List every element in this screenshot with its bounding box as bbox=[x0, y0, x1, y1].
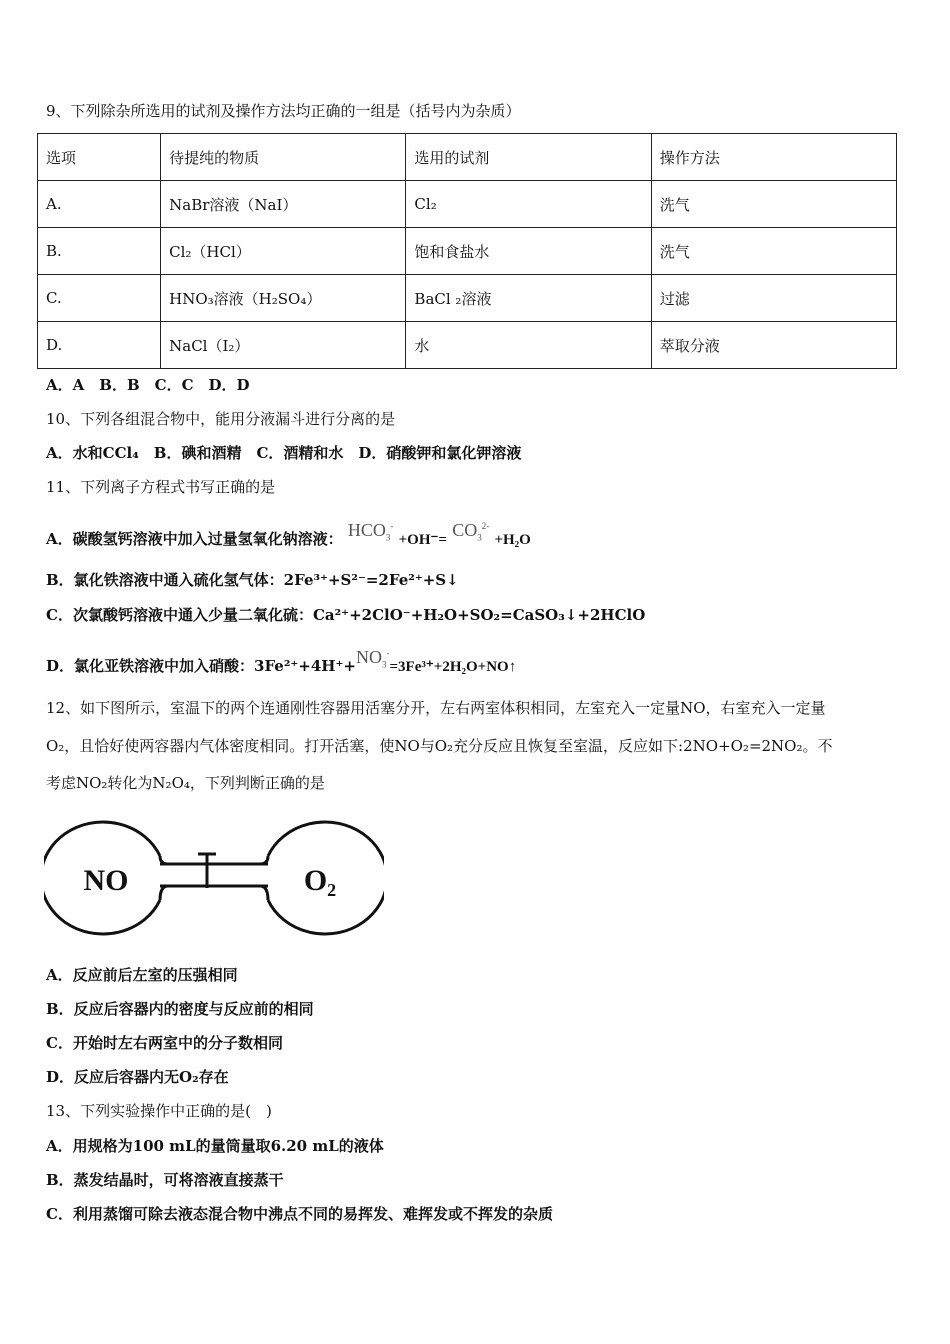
left-neck-top bbox=[160, 856, 168, 864]
table-header: 待提纯的物质 bbox=[161, 134, 406, 181]
table-cell: D. bbox=[38, 322, 161, 369]
q12-option-d: D．反应后容器内无O₂存在 bbox=[46, 1068, 229, 1086]
table-cell: B. bbox=[38, 228, 161, 275]
connected-vessels-diagram bbox=[44, 818, 384, 938]
table-header-row bbox=[38, 134, 897, 181]
ion-formula: HCO bbox=[347, 520, 386, 540]
ion-formula: CO bbox=[452, 520, 478, 540]
table-row bbox=[38, 275, 897, 322]
nitrate-ion: $NO_3^-$ bbox=[355, 647, 390, 670]
table-cell: Cl₂（HCl） bbox=[161, 228, 406, 275]
table-cell: 洗气 bbox=[651, 228, 896, 275]
table-header: 选用的试剂 bbox=[406, 134, 651, 181]
table-row bbox=[38, 322, 897, 369]
table-cell: 洗气 bbox=[651, 181, 896, 228]
q11-option-b: B．氯化铁溶液中通入硫化氢气体：2Fe³⁺+S²⁻=2Fe²⁺+S↓ bbox=[46, 571, 459, 589]
q12-option-c: C．开始时左右两室中的分子数相同 bbox=[46, 1034, 283, 1052]
table-row bbox=[38, 228, 897, 275]
q12-stem-line-2: O₂，且恰好使两容器内气体密度相同。打开活塞，使NO与O₂充分反应且恢复至室温，反应如下:2NO+O₂=2NO₂。不 bbox=[46, 737, 833, 755]
q12-option-b: B．反应后容器内的密度与反应前的相同 bbox=[46, 1000, 314, 1018]
q10-stem: 10、下列各组混合物中，能用分液漏斗进行分离的是 bbox=[46, 410, 396, 428]
bicarbonate-ion: $HCO_3^-$ bbox=[347, 520, 394, 543]
table-cell: C. bbox=[38, 275, 161, 322]
right-vessel-label: O₂ bbox=[303, 864, 337, 897]
table-cell: HNO₃溶液（H₂SO₄） bbox=[161, 275, 406, 322]
q9-choices: A．A B．B C．C D．D bbox=[46, 376, 250, 394]
q11-option-d bbox=[46, 647, 517, 683]
ion-formula: NO bbox=[355, 647, 382, 667]
right-neck-top bbox=[260, 856, 268, 864]
q9-table bbox=[37, 133, 897, 369]
table-cell: 萃取分液 bbox=[651, 322, 896, 369]
q11-d-text: D．氯化亚铁溶液中加入硝酸：3Fe²⁺+4H⁺+ bbox=[46, 657, 356, 675]
q11-d-end: =3Fe³⁺+2H₂O+NO↑ bbox=[389, 659, 517, 675]
q13-option-c: C．利用蒸馏可除去液态混合物中沸点不同的易挥发、难挥发或不挥发的杂质 bbox=[46, 1205, 553, 1223]
left-neck-bottom bbox=[160, 886, 168, 900]
table-cell: A. bbox=[38, 181, 161, 228]
table-cell: NaCl（I₂） bbox=[161, 322, 406, 369]
q13-option-b: B．蒸发结晶时，可将溶液直接蒸干 bbox=[46, 1171, 284, 1189]
table-row bbox=[38, 181, 897, 228]
q11-option-a bbox=[46, 520, 531, 556]
q11-a-text: A．碳酸氢钙溶液中加入过量氢氧化钠溶液： bbox=[46, 530, 343, 548]
left-vessel-label: NO bbox=[83, 864, 129, 897]
carbonate-ion: $CO_3^{2-}$ bbox=[452, 520, 490, 543]
table-cell: Cl₂ bbox=[406, 181, 651, 228]
table-header: 选项 bbox=[38, 134, 161, 181]
q11-option-c: C．次氯酸钙溶液中通入少量二氧化硫：Ca²⁺+2ClO⁻+H₂O+SO₂=CaSO₃↓+2HClO bbox=[46, 606, 646, 624]
table-cell: 饱和食盐水 bbox=[406, 228, 651, 275]
table-cell: 水 bbox=[406, 322, 651, 369]
q11-a-end: +H₂O bbox=[494, 532, 531, 548]
right-neck-bottom bbox=[260, 886, 268, 900]
q11-stem: 11、下列离子方程式书写正确的是 bbox=[46, 478, 276, 496]
q13-option-a: A．用规格为100 mL的量筒量取6.20 mL的液体 bbox=[46, 1137, 384, 1155]
table-cell: NaBr溶液（NaI） bbox=[161, 181, 406, 228]
table-cell: 过滤 bbox=[651, 275, 896, 322]
q12-option-a: A．反应前后左室的压强相同 bbox=[46, 966, 238, 984]
q13-stem: 13、下列实验操作中正确的是( ) bbox=[46, 1102, 272, 1120]
table-cell: BaCl ₂溶液 bbox=[406, 275, 651, 322]
q9-stem: 9、下列除杂所选用的试剂及操作方法均正确的一组是（括号内为杂质） bbox=[46, 102, 521, 120]
q12-stem-line-1: 12、如下图所示，室温下的两个连通刚性容器用活塞分开，左右两室体积相同，左室充入一定量NO，右室充入一定量 bbox=[46, 699, 826, 717]
q12-stem-line-3: 考虑NO₂转化为N₂O₄，下列判断正确的是 bbox=[46, 774, 325, 792]
q10-choices: A．水和CCl₄ B．碘和酒精 C．酒精和水 D．硝酸钾和氯化钾溶液 bbox=[46, 444, 522, 462]
table-header: 操作方法 bbox=[651, 134, 896, 181]
q11-a-mid: +OH⁻= bbox=[398, 532, 447, 548]
